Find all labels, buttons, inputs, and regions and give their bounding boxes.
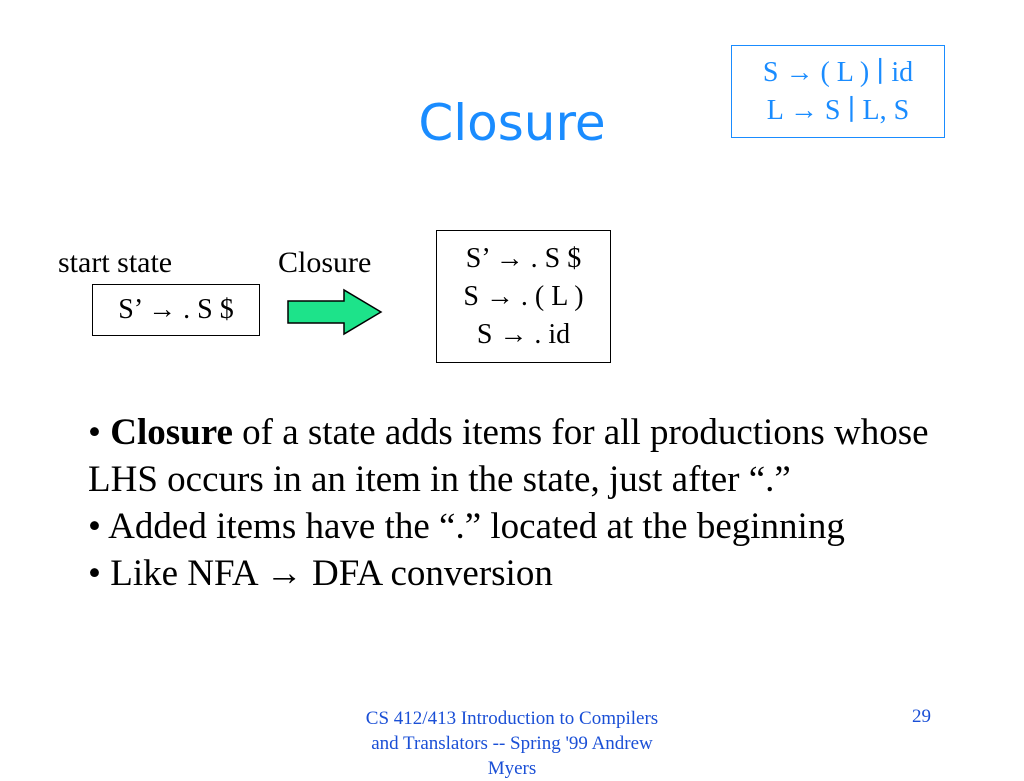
closure-arrow-label: Closure [278,246,372,279]
grammar-box [731,45,945,138]
closure-item-2: S → . ( L ) [463,280,584,312]
footer-text: CS 412/413 Introduction to Compilers and Translators -- Spring '99 Andrew Myers [365,708,659,779]
grammar-line-1: S → ( L ) ∣ id [762,56,914,88]
bullet-list [88,409,958,597]
start-state-box [92,284,260,336]
page-number: 29 [912,706,931,727]
grammar-line-2: L → S ∣ L, S [766,94,910,126]
closure-arrow-icon [286,288,384,336]
closure-item-1: S’ → . S $ [465,242,582,274]
slide-title: Closure [418,94,606,152]
bullet-1-bold: Closure [110,412,233,453]
start-item: S’ → . S $ [118,294,234,325]
bullet-2: • Added items have the “.” located at the beginning [88,506,845,547]
start-state-label: start state [58,246,173,279]
bullet-1-text: of a state adds items for all productions whose LHS occurs in an item in the state, just after “.” [88,412,929,500]
bullet-3: • Like NFA → DFA conversion [88,553,553,594]
closure-state-box [436,230,611,363]
bullet-2-text: Added items have the “.” located at the beginning [108,506,845,547]
bullet-1: • Closure of a state adds items for all productions whose LHS occurs in an item in the state, just after “.” [88,412,929,500]
bullet-3-text: Like NFA → DFA conversion [110,553,553,594]
closure-item-3: S → . id [476,318,571,350]
